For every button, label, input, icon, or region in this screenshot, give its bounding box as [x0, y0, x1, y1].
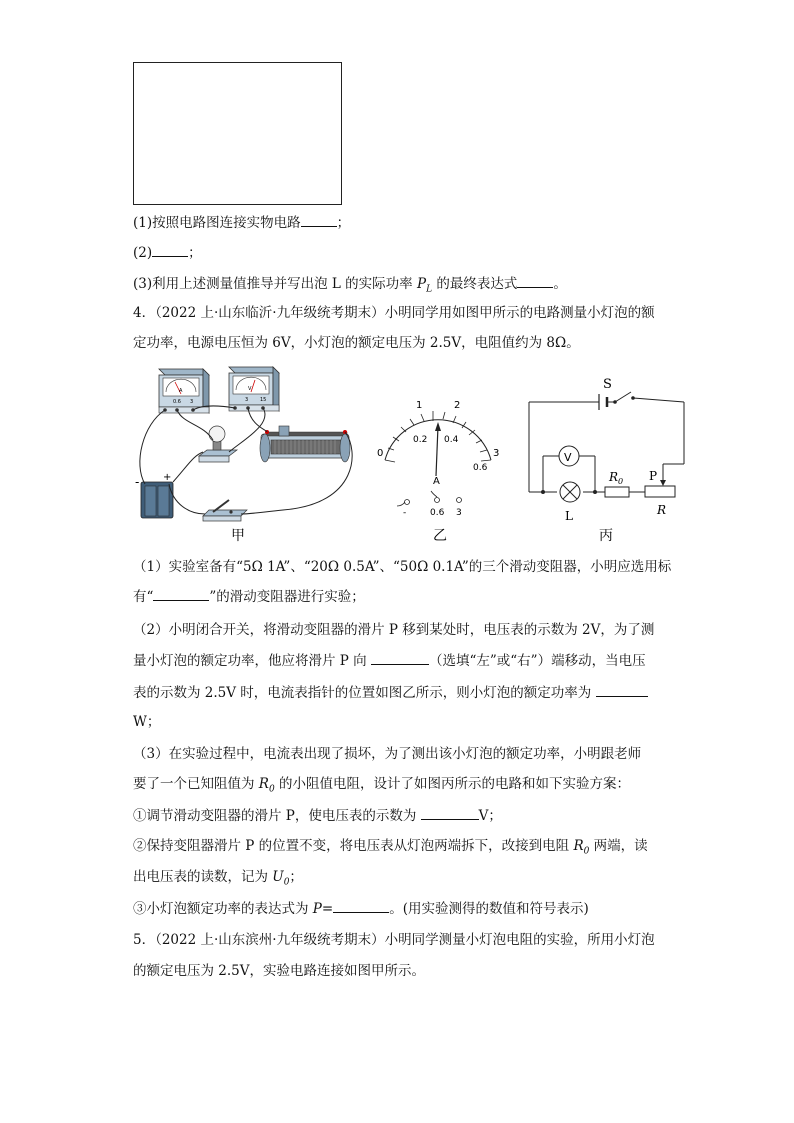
text: V；: [478, 808, 502, 824]
text: ②保持变阻器滑片 P 的位置不变，将电压表从灯泡两端拆下，改接到电阻: [133, 838, 574, 854]
symbol-r: R: [573, 838, 584, 854]
figure-yi-caption: 乙: [433, 528, 447, 544]
text: 。(用实验测得的数值和符号表示): [389, 901, 589, 917]
q3-part3-text: (3)利用上述测量值推导并写出泡 L 的实际功率: [133, 276, 417, 292]
q5-stem-line1: 5．（2022 上·山东滨州·九年级统考期末）小明同学测量小灯泡电阻的实验，所用小灯泡: [133, 932, 655, 948]
dial-label: 0.4: [444, 435, 459, 445]
figure-jia-caption: 甲: [231, 528, 245, 544]
punct: ；: [336, 215, 351, 231]
symbol-p: P: [312, 901, 322, 917]
voltmeter-label: V: [564, 451, 572, 464]
voltmeter-unit: V: [248, 386, 252, 392]
q4-step1: [133, 805, 502, 826]
text: （选填“左”或“右”）端移动，当电压: [428, 653, 646, 669]
figure-bing: [529, 377, 684, 544]
switch-blade: [615, 392, 631, 402]
junction-dot: [593, 490, 597, 494]
symbol-r: R: [258, 776, 269, 792]
subscript: 0: [583, 846, 590, 857]
figure-yi: [377, 400, 499, 544]
rheostat-label: R: [657, 503, 667, 517]
rheostat-symbol: [645, 486, 675, 497]
text: ①调节滑动变阻器的滑片 P，使电压表的示数为: [133, 808, 421, 824]
battery-device: [135, 472, 173, 518]
ammeter-terminal-label: 3: [190, 399, 194, 405]
dial-unit: A: [433, 476, 440, 487]
r0-symbol: [605, 487, 629, 497]
text: 量小灯泡的额定功率，他应将滑片 P 向: [133, 653, 371, 669]
text: 两端，读: [589, 838, 648, 854]
battery-minus-label: -: [135, 475, 140, 489]
q3-part2-text: (2): [133, 245, 153, 261]
q4-stem-line1: 4．（2022 上·山东临沂·九年级统考期末）小明同学用如图甲所示的电路测量小灯泡的额: [133, 305, 655, 321]
figure-bing-caption: 丙: [599, 528, 613, 544]
dial-label: 0.2: [413, 435, 428, 445]
q4-s3-line1: （3）在实验过程中，电流表出现了损坏，为了测出该小灯泡的额定功率，小明跟老师: [133, 746, 642, 762]
slider-label: P: [649, 469, 658, 483]
answer-blank[interactable]: [153, 586, 209, 601]
punct: 。: [553, 276, 567, 292]
symbol-u: U: [272, 869, 284, 885]
rheostat-device: [260, 426, 350, 462]
q4-step2-line1: [133, 836, 648, 862]
text: 要了一个已知阻值为: [133, 776, 259, 792]
q4-s2-line2: [133, 650, 646, 671]
terminal-label: 0.6: [430, 508, 445, 518]
terminal-label: -: [403, 508, 407, 518]
q3-part1-text: (1)按照电路图连接实物电路: [133, 215, 301, 231]
switch-contact: [631, 396, 635, 400]
text: ③小灯泡额定功率的表达式为: [133, 901, 313, 917]
q3-part3: [133, 273, 567, 300]
subscript: L: [426, 284, 433, 295]
text: ”的滑动变阻器进行实验；: [209, 589, 365, 605]
text: ；: [289, 869, 303, 885]
answer-blank[interactable]: [152, 242, 188, 257]
answer-blank[interactable]: [517, 273, 553, 288]
q4-step2-line2: [133, 867, 303, 893]
q4-s2-line1: （2）小明闭合开关，将滑动变阻器的滑片 P 移到某处时，电压表的示数为 2V，为了测: [133, 622, 655, 638]
answer-blank[interactable]: [333, 898, 389, 913]
q4-step3: [133, 898, 589, 919]
terminal: [435, 498, 440, 503]
figure-jia: [135, 367, 352, 544]
dial-needle: [436, 426, 438, 476]
blank-drawing-box: [133, 62, 342, 205]
answer-blank[interactable]: [301, 212, 337, 227]
equals: =: [321, 901, 334, 917]
subscript: 0: [283, 877, 290, 888]
ammeter-unit: A: [179, 388, 183, 394]
terminal: [457, 498, 462, 503]
answer-blank[interactable]: [371, 650, 429, 665]
q4-figures: [133, 364, 693, 544]
answer-blank[interactable]: [421, 805, 479, 820]
dial-label: 3: [493, 448, 500, 459]
switch-label: S: [603, 377, 612, 392]
battery-plus-label: +: [163, 472, 172, 483]
voltmeter-terminal-label: 15: [260, 397, 267, 403]
q3-part2: [133, 242, 202, 263]
dial-label: 1: [416, 400, 423, 411]
r0-label: $R_0$: [609, 470, 624, 486]
terminal-label: 3: [456, 508, 462, 518]
dial-label: 0.6: [473, 463, 488, 473]
lamp-label: L: [565, 509, 573, 523]
junction-dot: [541, 490, 545, 494]
voltmeter-terminal-label: 3: [245, 397, 249, 403]
figure-svg: [133, 364, 693, 544]
q4-s3-line2: [133, 774, 630, 800]
terminal: [405, 500, 410, 505]
text: 表的示数为 2.5V 时，电流表指针的位置如图乙所示，则小灯泡的额定功率为: [133, 685, 596, 701]
q3-part3-text-b: 的最终表达式: [432, 276, 518, 292]
q4-s2-line4: W；: [133, 714, 161, 730]
subscript: 0: [268, 784, 275, 795]
switch-device: [203, 500, 247, 521]
text: 出电压表的读数，记为: [133, 869, 273, 885]
q4-s1-line1: （1）实验室备有“5Ω 1A”、“20Ω 0.5A”、“50Ω 0.1A”的三个滑动变阻器，小明应选用标: [133, 559, 672, 575]
answer-blank[interactable]: [596, 682, 648, 697]
ammeter-terminal-label: 0.6: [173, 399, 181, 405]
q4-stem-line2: 定功率，电源电压恒为 6V，小灯泡的额定电压为 2.5V，电阻值约为 8Ω。: [133, 335, 580, 351]
dial-label: 0: [377, 448, 384, 459]
voltmeter-device: [229, 367, 279, 411]
dial-label: 2: [454, 400, 461, 411]
q4-s1-line2: [133, 586, 365, 607]
text: 的小阻值电阻，设计了如图丙所示的电路和如下实验方案：: [274, 776, 630, 792]
bulb-icon: [209, 426, 225, 442]
text: 有“: [133, 589, 154, 605]
slider-arrow: [660, 480, 666, 486]
q3-part1: [133, 212, 350, 233]
q5-stem-line2: 的额定电压为 2.5V，实验电路连接如图甲所示。: [133, 963, 426, 979]
q4-s2-line3: [133, 682, 648, 703]
symbol-p: P: [416, 276, 427, 292]
punct: ；: [188, 245, 202, 261]
